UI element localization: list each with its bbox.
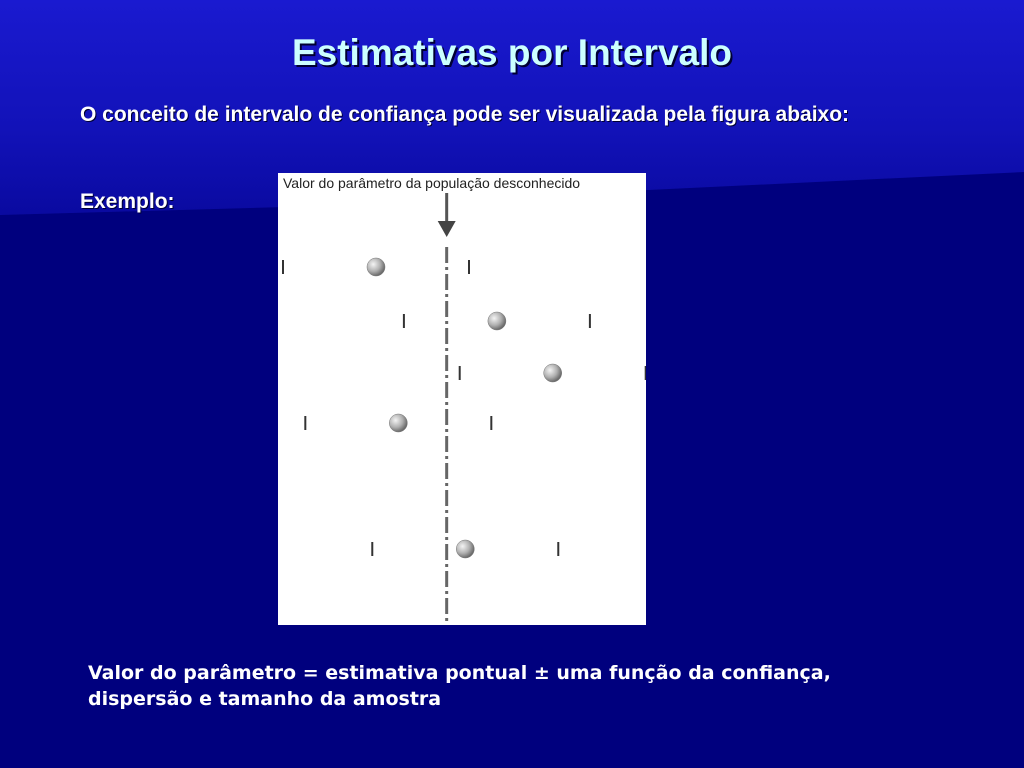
example-label: Exemplo: bbox=[80, 190, 175, 213]
figure-caption: Valor do parâmetro da população desconhecido bbox=[283, 175, 581, 191]
footer-line-2: dispersão e tamanho da amostra bbox=[88, 688, 442, 710]
point-estimate bbox=[488, 312, 506, 330]
interval-5 bbox=[372, 540, 558, 558]
interval-3 bbox=[460, 364, 646, 382]
point-estimate bbox=[367, 258, 385, 276]
interval-1 bbox=[283, 258, 469, 276]
interval-4 bbox=[305, 414, 491, 432]
interval-2 bbox=[404, 312, 590, 330]
slide-title: Estimativas por Intervalo bbox=[291, 32, 733, 73]
point-estimate bbox=[389, 414, 407, 432]
point-estimate bbox=[456, 540, 474, 558]
intro-text: O conceito de intervalo de confiança pode ser visualizada pela figura abaixo: bbox=[80, 103, 850, 126]
footer-text bbox=[88, 660, 988, 712]
point-estimate bbox=[544, 364, 562, 382]
footer-line-1: Valor do parâmetro = estimativa pontual ± uma função da confiança, bbox=[88, 662, 831, 684]
confidence-interval-figure bbox=[278, 173, 646, 625]
down-arrow-icon bbox=[438, 221, 456, 237]
interval-diagram bbox=[278, 173, 646, 625]
